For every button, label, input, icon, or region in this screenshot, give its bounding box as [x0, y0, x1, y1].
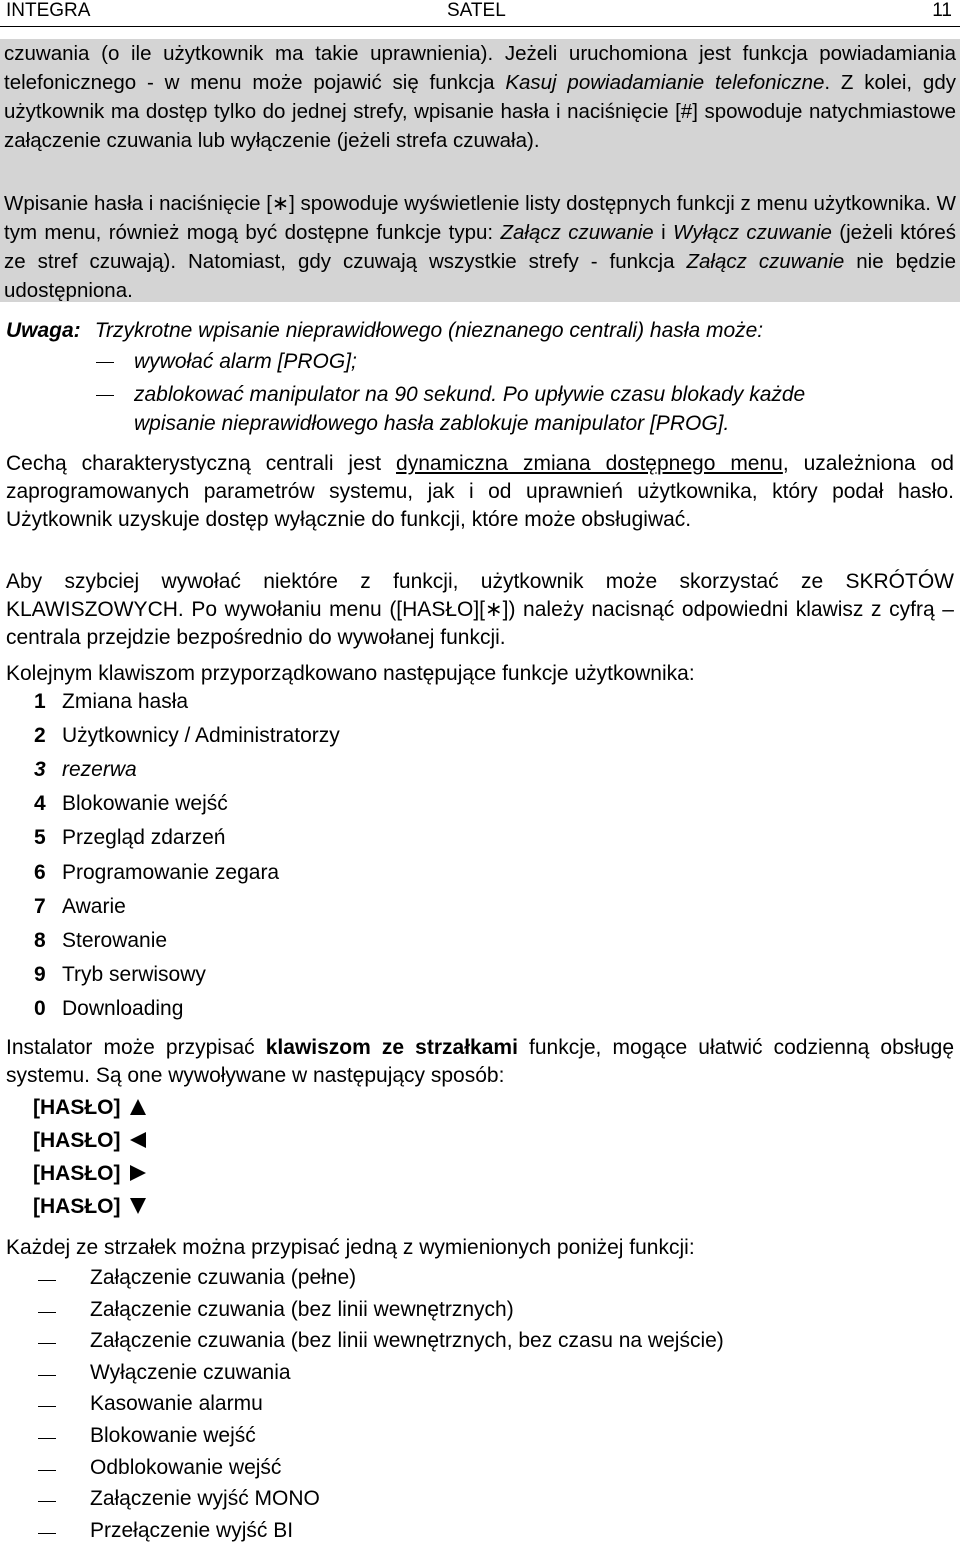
shortcut-key-number: 5 — [34, 826, 46, 850]
shortcut-key-item — [34, 861, 279, 885]
arrow-function-label: Wyłączenie czuwania — [90, 1360, 291, 1384]
shortcut-key-item — [34, 792, 228, 816]
shortcut-key-item — [34, 997, 183, 1021]
arrow-function-label: Załączenie wyjść MONO — [90, 1487, 320, 1511]
shortcut-key-number: 0 — [34, 996, 46, 1020]
arrow-key-item — [33, 1195, 147, 1219]
shortcut-key-item — [34, 826, 225, 850]
shortcut-key-number: 7 — [34, 894, 46, 918]
shortcut-key-item — [34, 758, 137, 782]
password-key-label: [HASŁO] — [33, 1195, 121, 1218]
shaded-text-2-run: nie będzie udostępniona. — [4, 250, 956, 302]
shortcut-key-item — [34, 724, 340, 748]
page-header — [0, 0, 960, 27]
shortcut-key-label: Przegląd zdarzeń — [62, 826, 226, 850]
paragraph-dynamic-menu-run: , uzależniona od zaprogramowanych parametrów systemu, jak i od uprawnień użytkownika, który podał hasło. Użytkownik uzyskuje dostęp wyłącznie do funkcji, które może obsługiwać. — [6, 452, 954, 531]
shortcut-key-label: Awarie — [62, 894, 126, 918]
paragraph-dynamic-menu — [6, 450, 954, 534]
shaded-text-1 — [4, 39, 956, 155]
shortcut-key-label: Blokowanie wejść — [62, 792, 228, 816]
dash-marker — [38, 1406, 56, 1407]
password-key-label: [HASŁO] — [33, 1162, 121, 1185]
shortcut-key-label: Zmiana hasła — [62, 690, 189, 713]
left-arrow-icon — [129, 1131, 147, 1149]
shortcut-key-label: Tryb serwisowy — [62, 962, 206, 986]
shortcut-key-label: Programowanie zegara — [62, 860, 280, 884]
down-arrow-icon — [129, 1197, 147, 1215]
paragraph-arrow-keys-run: klawiszom ze strzałkami — [265, 1036, 518, 1059]
paragraph-arrow-keys-run: Instalator może przypisać — [6, 1036, 266, 1059]
shortcut-key-item — [34, 895, 126, 919]
paragraph-key-list-intro: Kolejnym klawiszom przyporządkowano następujące funkcje użytkownika: — [6, 662, 695, 685]
dash-marker — [96, 362, 114, 363]
header-brand: SATEL — [447, 0, 506, 21]
shaded-text-1-run: Kasuj powiadamianie telefoniczne — [505, 71, 825, 94]
note-item: zablokować manipulator na 90 sekund. Po upływie czasu blokady każde — [134, 383, 806, 406]
shortcut-key-number: 4 — [34, 792, 46, 816]
shortcut-key-label: Downloading — [62, 996, 184, 1020]
shortcut-key-item — [34, 963, 206, 987]
note-text: Trzykrotne wpisanie nieprawidłowego (nieznanego centrali) hasła może: — [94, 319, 764, 342]
shaded-paragraph-1 — [0, 39, 960, 185]
up-arrow-icon — [129, 1098, 147, 1116]
password-key-label: [HASŁO] — [33, 1129, 121, 1152]
shortcut-key-label: Sterowanie — [62, 928, 168, 952]
arrow-function-label: Odblokowanie wejść — [90, 1455, 282, 1479]
shortcut-key-number: 3 — [34, 758, 46, 782]
right-arrow-icon — [129, 1164, 147, 1182]
dash-marker — [38, 1375, 56, 1376]
shaded-text-2-run: (jeżeli któreś ze stref czuwają). Natomiast, gdy czuwają wszystkie strefy - funkcja — [4, 221, 957, 273]
dash-marker — [38, 1501, 56, 1502]
arrow-function-label: Kasowanie alarmu — [90, 1392, 263, 1416]
arrow-function-label: Przełączenie wyjść BI — [90, 1518, 294, 1542]
shortcut-key-number: 6 — [34, 860, 46, 884]
dash-marker — [38, 1280, 56, 1281]
shaded-text-2 — [4, 189, 956, 305]
shaded-text-2-run: Załącz czuwanie — [500, 221, 654, 244]
arrow-function-label: Załączenie czuwania (bez linii wewnętrznych) — [90, 1297, 514, 1321]
shortcut-key-item — [34, 690, 188, 714]
note-label: Uwaga: — [6, 319, 81, 342]
paragraph-arrow-keys-run: funkcje, mogące ułatwić codzienną obsługę systemu. Są one wywoływane w następujący sposób: — [6, 1036, 954, 1087]
paragraph-arrow-functions: Każdej ze strzałek można przypisać jedną z wymienionych poniżej funkcji: — [6, 1236, 695, 1259]
paragraph-arrow-keys — [6, 1034, 954, 1090]
dash-marker — [38, 1438, 56, 1439]
arrow-function-label: Załączenie czuwania (pełne) — [90, 1266, 357, 1289]
paragraph-dynamic-menu-run: dynamiczna zmiana dostępnego menu — [396, 452, 783, 475]
shaded-paragraph-2 — [0, 185, 960, 302]
paragraph-dynamic-menu-run: Cechą charakterystyczną centrali jest — [6, 452, 397, 475]
shortcut-key-number: 9 — [34, 962, 46, 986]
dash-marker — [38, 1470, 56, 1471]
note-item-continued: wpisanie nieprawidłowego hasła zablokuje manipulator [PROG]. — [134, 412, 730, 435]
shortcut-key-number: 1 — [34, 690, 46, 713]
header-product: INTEGRA — [6, 0, 91, 21]
arrow-function-label: Załączenie czuwania (bez linii wewnętrznych, bez czasu na wejście) — [90, 1329, 724, 1353]
page-number: 11 — [932, 0, 952, 21]
dash-marker — [38, 1343, 56, 1344]
dash-marker — [38, 1533, 56, 1534]
arrow-function-label: Blokowanie wejść — [90, 1424, 256, 1447]
shortcut-key-label: Użytkownicy / Administratorzy — [62, 724, 340, 748]
shaded-text-2-run: i — [653, 221, 674, 244]
shaded-text-2-run: Załącz czuwanie — [686, 250, 845, 273]
shaded-text-2-run: Wyłącz czuwanie — [673, 221, 832, 244]
shortcut-key-number: 8 — [34, 928, 46, 952]
shortcut-key-number: 2 — [34, 724, 46, 748]
paragraph-shortcuts: Aby szybciej wywołać niektóre z funkcji, użytkownik może skorzystać ze SKRÓTÓW KLAWISZOWYCH. Po wywołaniu menu ([HASŁO][∗]) należy nacisnąć odpowiedni klawisz z cyfrą – centrala przejdzie bezpośrednio do wywołanej funkcji. — [6, 570, 954, 649]
shaded-text-1-run: . Z kolei, gdy użytkownik ma dostęp tylko do jednej strefy, wpisanie hasła i naciśnięcie [#] spowoduje natychmiastowe załączenie czuwania lub wyłączenie (jeżeli strefa czuwała). — [4, 71, 956, 152]
dash-marker — [96, 395, 114, 396]
password-key-label: [HASŁO] — [33, 1096, 121, 1119]
shaded-text-2-run: Wpisanie hasła i naciśnięcie [∗] spowoduje wyświetlenie listy dostępnych funkcji z menu użytkownika. W tym menu, również mogą być dostępne funkcje typu: — [4, 192, 956, 244]
arrow-key-item — [33, 1129, 147, 1153]
shortcut-key-item — [34, 929, 167, 953]
shaded-text-1-run: czuwania (o ile użytkownik ma takie uprawnienia). Jeżeli uruchomiona jest funkcja powiadamiania telefonicznego - w menu może pojawić się funkcja — [4, 42, 956, 94]
arrow-key-item — [33, 1162, 147, 1186]
shortcut-key-label: rezerwa — [62, 758, 137, 782]
note-item: wywołać alarm [PROG]; — [134, 350, 357, 373]
arrow-key-item — [33, 1096, 147, 1120]
dash-marker — [38, 1312, 56, 1313]
